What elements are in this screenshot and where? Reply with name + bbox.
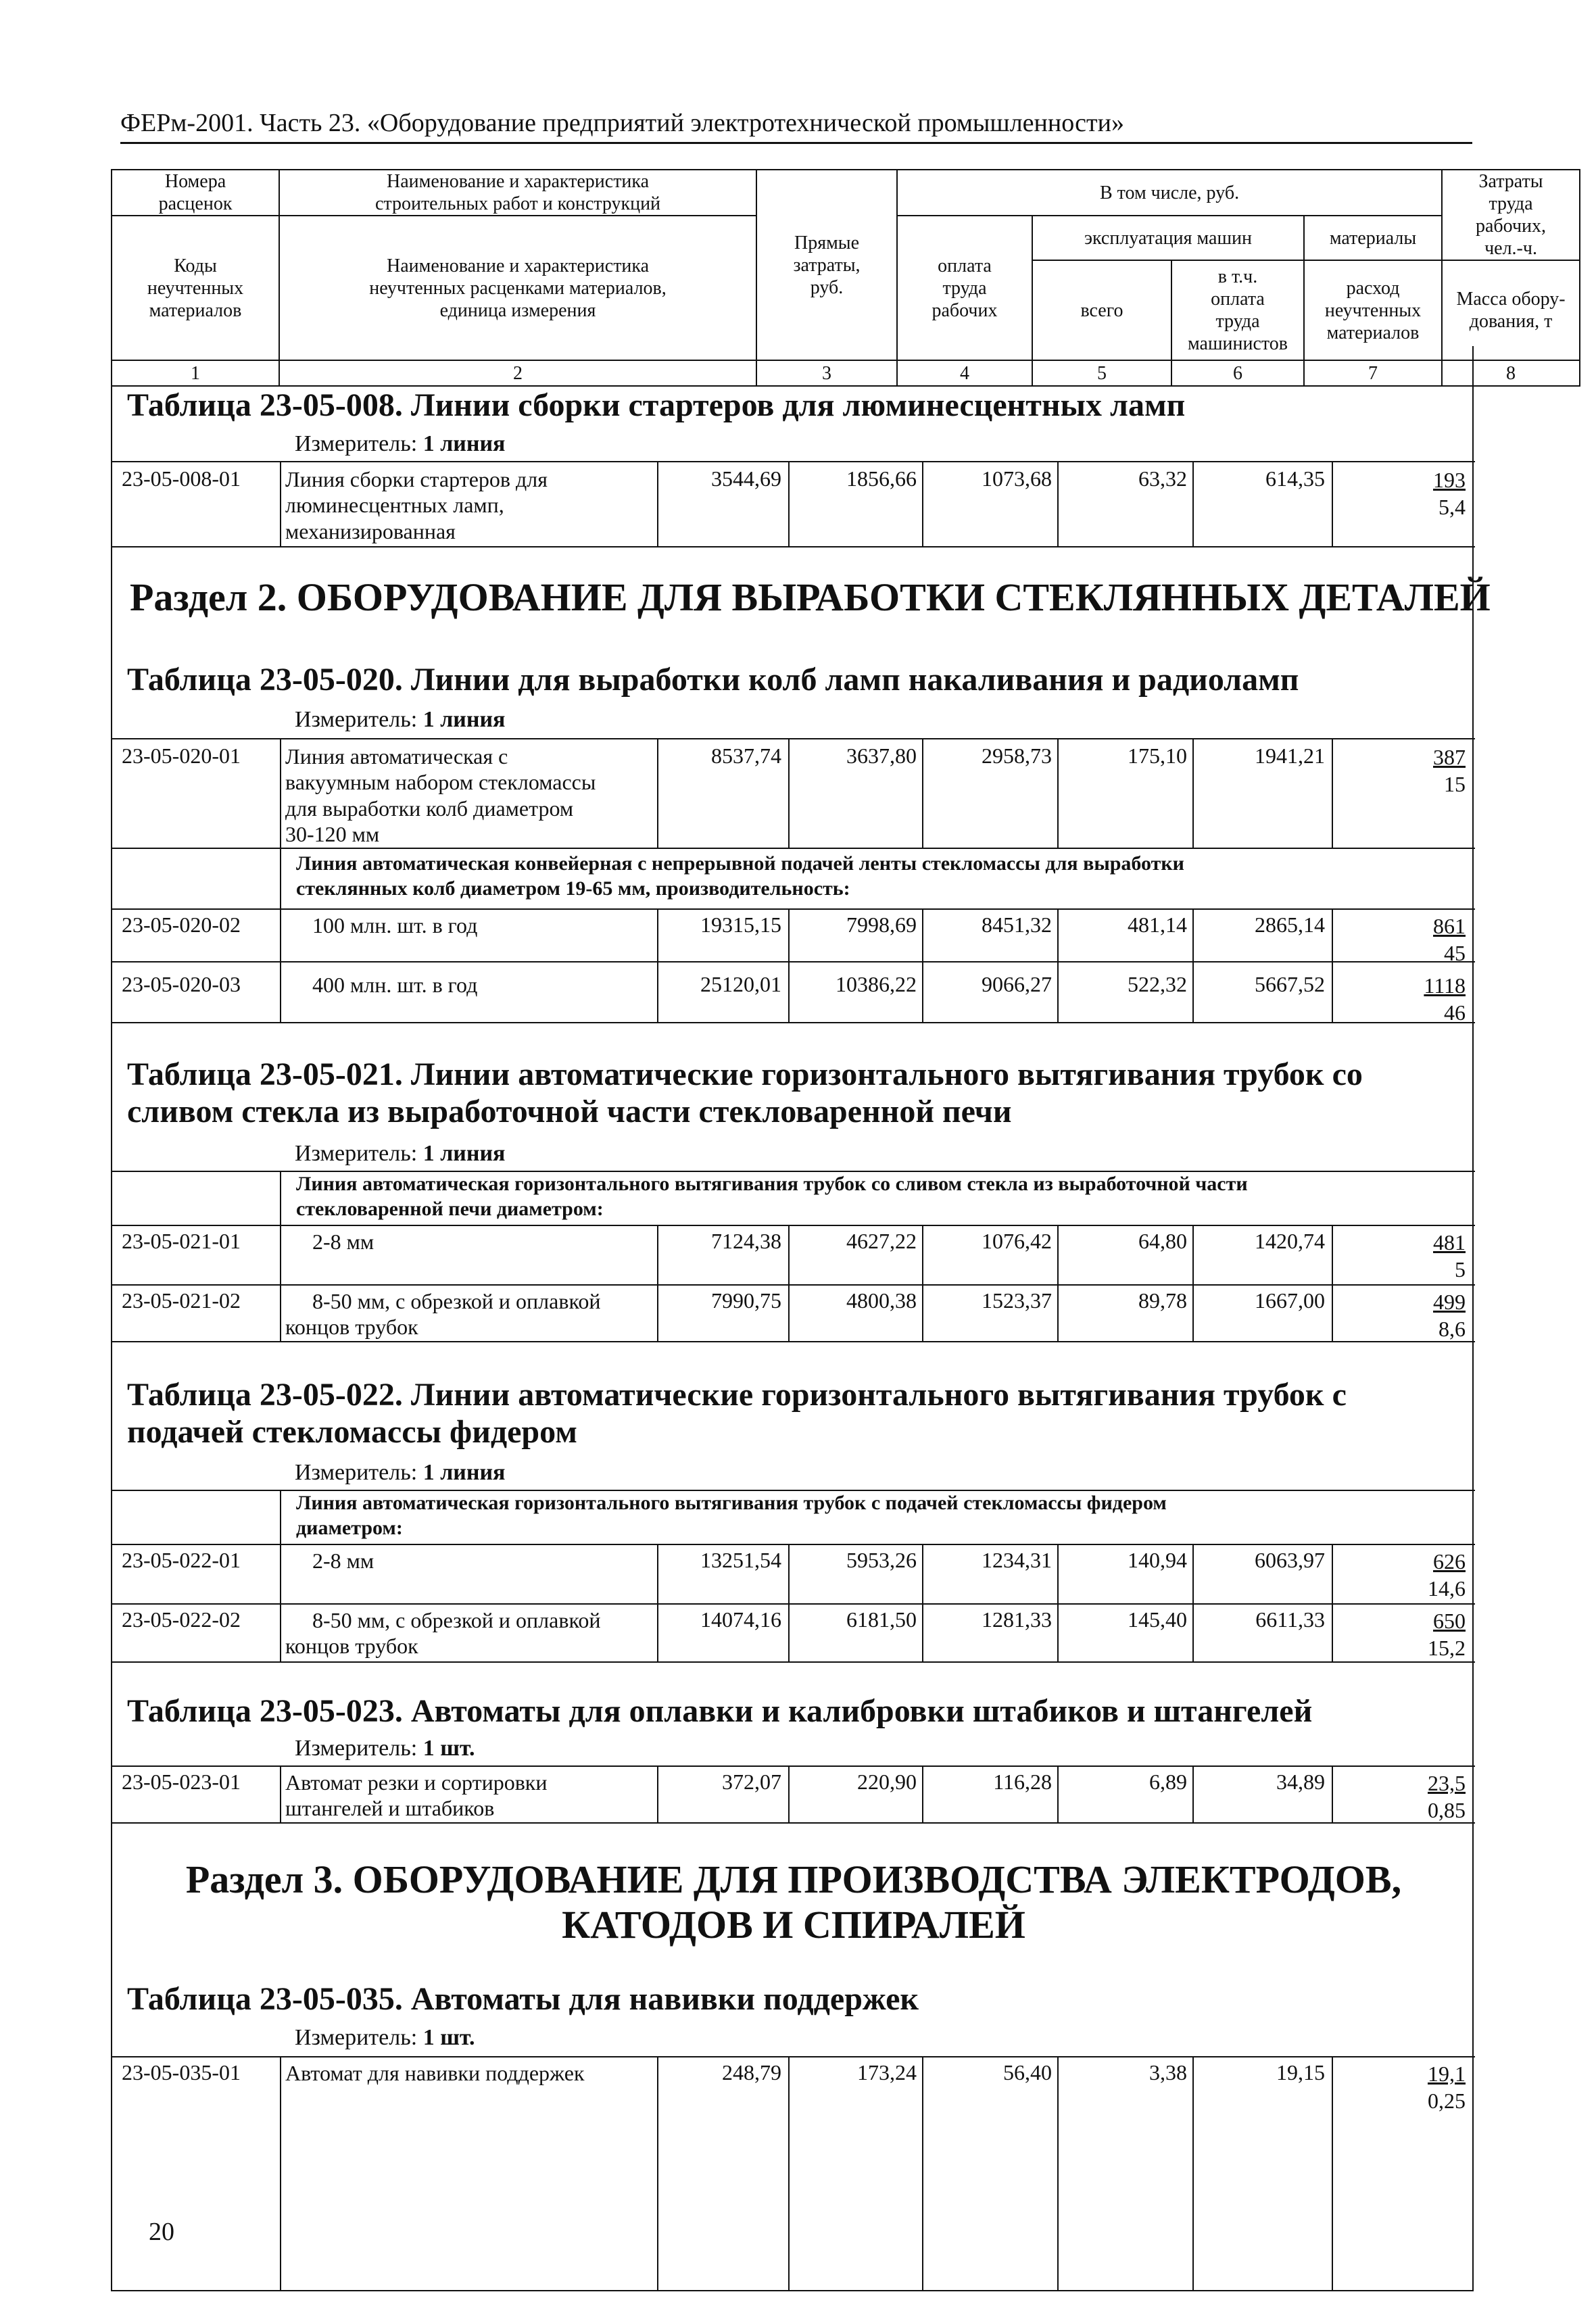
table-title: Таблица 23-05-023. Автоматы для оплавки и калибровки штабиков и штангелей [127, 1693, 1313, 1729]
col-number-5: 5 [1032, 360, 1171, 386]
meter-value: 1 шт. [422, 2025, 475, 2050]
row-direct: 14074,16 [700, 1607, 781, 1632]
row-machinists: 481,14 [1128, 912, 1187, 937]
table-meter [295, 1460, 505, 1486]
col-number-8: 8 [1442, 360, 1580, 386]
header-total: всего [1032, 260, 1171, 360]
row-labor-pay: 220,90 [857, 1770, 917, 1794]
header-labor-pay: оплата труда рабочих [897, 216, 1032, 360]
row-machines: 1076,42 [982, 1229, 1052, 1253]
row-direct: 7124,38 [711, 1229, 781, 1253]
row-labor-and-mass [1332, 1607, 1466, 1661]
row-materials: 614,35 [1265, 466, 1325, 491]
row-code: 23-05-020-02 [122, 912, 241, 937]
row-machines: 1523,37 [982, 1288, 1052, 1313]
row-labor-and-mass [1332, 466, 1466, 520]
row-machinists: 6,89 [1149, 1770, 1187, 1794]
section-title: Раздел 3. ОБОРУДОВАНИЕ ДЛЯ ПРОИЗВОДСТВА ЭЛЕКТРОДОВ, КАТОДОВ И СПИРАЛЕЙ [185, 1857, 1402, 1947]
column-header-table [111, 169, 1566, 384]
meter-value: 1 линия [422, 1141, 506, 1166]
row-machines: 9066,27 [982, 972, 1052, 996]
table-title: Таблица 23-05-035. Автоматы для навивки поддержек [127, 1981, 919, 2017]
row-machinists: 63,32 [1138, 466, 1187, 491]
meter-label: Измеритель: [295, 1460, 418, 1485]
meter-value: 1 шт. [422, 1736, 475, 1761]
row-code: 23-05-022-02 [122, 1607, 241, 1632]
row-code: 23-05-020-03 [122, 972, 241, 996]
running-header: ФЕРм-2001. Часть 23. «Оборудование предприятий электротехнической промышленности» [120, 109, 1124, 137]
row-mass: 14,6 [1428, 1576, 1466, 1601]
row-name: Автомат для навивки поддержек [285, 2061, 585, 2085]
table-row [112, 1605, 1475, 1661]
row-machines: 2958,73 [982, 744, 1052, 768]
row-labor-pay: 1856,66 [846, 466, 917, 491]
header-name-label2: Наименование и характеристика неучтенных расценками материалов, единица измерения [279, 216, 756, 360]
row-labor-and-mass [1332, 1548, 1466, 1602]
row-direct: 19315,15 [700, 912, 781, 937]
row-mass: 0,85 [1428, 1798, 1466, 1822]
meter-label: Измеритель: [295, 2025, 418, 2050]
table-row [112, 462, 1475, 546]
row-materials: 6063,97 [1255, 1548, 1325, 1572]
table-title: Таблица 23-05-020. Линии для выработки колб ламп накаливания и радиоламп [127, 662, 1299, 698]
table-row [112, 1226, 1475, 1284]
meter-label: Измеритель: [295, 1736, 418, 1761]
row-mass: 15 [1444, 772, 1466, 796]
row-name [285, 1288, 656, 1340]
header-labor-costs: Затраты труда рабочих, чел.-ч. [1442, 170, 1580, 260]
row-labor-hours: 626 [1433, 1549, 1466, 1574]
row-direct: 8537,74 [711, 744, 781, 768]
table-meter [295, 1141, 505, 1167]
meter-label: Измеритель: [295, 431, 418, 456]
table-meter [295, 431, 505, 457]
row-name: Автомат резки и сортировки штангелей и штабиков [285, 1770, 548, 1821]
row-labor-hours: 499 [1433, 1290, 1466, 1314]
row-labor-pay: 10386,22 [836, 972, 917, 996]
row-labor-and-mass [1332, 1229, 1466, 1283]
row-machines: 1073,68 [982, 466, 1052, 491]
row-materials: 5667,52 [1255, 972, 1325, 996]
row-labor-and-mass [1332, 1770, 1466, 1824]
row-code: 23-05-022-01 [122, 1548, 241, 1572]
col-number-6: 6 [1171, 360, 1304, 386]
row-labor-hours: 19,1 [1428, 2062, 1466, 2086]
row-labor-pay: 3637,80 [846, 744, 917, 768]
row-code: 23-05-008-01 [122, 466, 241, 491]
row-machines: 116,28 [993, 1770, 1052, 1794]
table-row [112, 962, 1475, 1025]
row-materials: 1941,21 [1255, 744, 1325, 768]
col-number-2: 2 [279, 360, 756, 386]
row-direct: 3544,69 [711, 466, 781, 491]
header-including: В том числе, руб. [897, 170, 1442, 216]
row-direct: 248,79 [722, 2060, 781, 2085]
header-materials-expense: расход неучтенных материалов [1304, 260, 1442, 360]
row-labor-pay: 173,24 [857, 2060, 917, 2085]
meter-label: Измеритель: [295, 1141, 418, 1166]
header-number-label: Номера расценок [112, 170, 279, 216]
meter-label: Измеритель: [295, 707, 418, 732]
row-labor-hours: 481 [1433, 1230, 1466, 1254]
row-name-text: 8-50 мм, с обрезкой и оплавкой концов трубок [285, 1608, 601, 1659]
header-incl-machinists: в т.ч. оплата труда машинистов [1171, 260, 1304, 360]
row-labor-and-mass [1332, 1288, 1466, 1342]
row-labor-pay: 4800,38 [846, 1288, 917, 1313]
row-name: Линия сборки стартеров для люминесцентных ламп, механизированная [285, 467, 548, 543]
row-name: 100 млн. шт. в год [312, 913, 478, 937]
row-rule [112, 546, 1475, 547]
meter-value: 1 линия [422, 707, 506, 732]
row-machines: 1234,31 [982, 1548, 1052, 1572]
row-labor-pay: 6181,50 [846, 1607, 917, 1632]
col-number-1: 1 [112, 360, 279, 386]
row-materials: 6611,33 [1255, 1607, 1325, 1632]
table-meter [295, 707, 505, 733]
table-row [112, 1545, 1475, 1603]
row-materials: 2865,14 [1255, 912, 1325, 937]
header-direct-costs: Прямые затраты, руб. [756, 170, 897, 360]
row-code: 23-05-035-01 [122, 2060, 241, 2085]
group-note: Линия автоматическая горизонтального вытягивания трубок со сливом стекла из выработочной части стекловаренной печи диаметром: [296, 1173, 1248, 1220]
header-machine-ops: эксплуатация машин [1032, 216, 1304, 260]
row-labor-hours: 387 [1433, 745, 1466, 769]
row-labor-hours: 23,5 [1428, 1771, 1466, 1795]
row-direct: 7990,75 [711, 1288, 781, 1313]
table-meter [295, 2025, 475, 2051]
row-materials: 1420,74 [1255, 1229, 1325, 1253]
row-labor-and-mass [1332, 912, 1466, 967]
row-name [285, 1607, 656, 1659]
row-direct: 13251,54 [700, 1548, 781, 1572]
table-row [112, 2057, 1475, 2118]
price-tables-body [111, 346, 1491, 2291]
row-mass: 0,25 [1428, 2089, 1466, 2113]
row-machinists: 140,94 [1128, 1548, 1187, 1572]
row-name-text: 8-50 мм, с обрезкой и оплавкой концов трубок [285, 1289, 601, 1340]
table-row [112, 1767, 1475, 1822]
row-machines: 8451,32 [982, 912, 1052, 937]
table-title: Таблица 23-05-021. Линии автоматические горизонтального вытягивания трубок со сливом стекла из выработочной части стекловаренной печи [127, 1056, 1363, 1130]
row-mass: 5,4 [1438, 495, 1466, 519]
header-code-label: Коды неучтенных материалов [112, 216, 279, 360]
col-number-4: 4 [897, 360, 1032, 386]
group-note: Линия автоматическая конвейерная с непрерывной подачей ленты стекломассы для выработки стеклянных колб диаметром 19-65 мм, производительность: [296, 852, 1184, 900]
row-mass: 5 [1455, 1257, 1466, 1282]
row-labor-hours: 193 [1433, 468, 1466, 492]
row-code: 23-05-021-01 [122, 1229, 241, 1253]
row-name: 2-8 мм [312, 1549, 374, 1573]
row-materials: 1667,00 [1255, 1288, 1325, 1313]
row-labor-and-mass [1332, 744, 1466, 798]
row-machinists: 89,78 [1138, 1288, 1187, 1313]
row-name: Линия автоматическая с вакуумным набором стекломассы для выработки колб диаметром 30-120 мм [285, 744, 596, 847]
row-labor-hours: 861 [1433, 914, 1466, 938]
table-meter [295, 1736, 475, 1761]
row-materials: 19,15 [1276, 2060, 1325, 2085]
row-name: 400 млн. шт. в год [312, 973, 478, 997]
row-direct: 372,07 [722, 1770, 781, 1794]
row-mass: 8,6 [1438, 1317, 1466, 1341]
row-name: 2-8 мм [312, 1229, 374, 1254]
row-mass: 46 [1444, 1000, 1466, 1025]
row-code: 23-05-023-01 [122, 1770, 241, 1794]
table-row [112, 1286, 1475, 1341]
row-labor-and-mass [1332, 972, 1466, 1026]
row-machines: 1281,33 [982, 1607, 1052, 1632]
row-machinists: 3,38 [1149, 2060, 1187, 2085]
col-number-7: 7 [1304, 360, 1442, 386]
table-row [112, 910, 1475, 965]
row-code: 23-05-020-01 [122, 744, 241, 768]
row-labor-hours: 1118 [1424, 973, 1466, 998]
meter-value: 1 линия [422, 1460, 506, 1485]
table-row [112, 739, 1475, 848]
row-mass: 45 [1444, 941, 1466, 965]
group-note: Линия автоматическая горизонтального вытягивания трубок с подачей стекломассы фидером диаметром: [296, 1492, 1167, 1539]
row-mass: 15,2 [1428, 1636, 1466, 1660]
row-materials: 34,89 [1276, 1770, 1325, 1794]
row-labor-pay: 5953,26 [846, 1548, 917, 1572]
header-name-label: Наименование и характеристика строительных работ и конструкций [279, 170, 756, 216]
page-number: 20 [149, 2218, 174, 2246]
table-title: Таблица 23-05-022. Линии автоматические горизонтального вытягивания трубок с подачей стекломассы фидером [127, 1377, 1347, 1451]
header-materials: материалы [1304, 216, 1442, 260]
meter-value: 1 линия [422, 431, 506, 456]
row-code: 23-05-021-02 [122, 1288, 241, 1313]
running-header-rule [120, 142, 1472, 144]
row-labor-hours: 650 [1433, 1609, 1466, 1633]
row-labor-and-mass [1332, 2060, 1466, 2114]
row-direct: 25120,01 [700, 972, 781, 996]
table-title: Таблица 23-05-008. Линии сборки стартеров для люминесцентных ламп [127, 387, 1186, 423]
header-equipment-mass: Масса обору- дования, т [1442, 260, 1580, 360]
col-number-3: 3 [756, 360, 897, 386]
row-machinists: 64,80 [1138, 1229, 1187, 1253]
section-title: Раздел 2. ОБОРУДОВАНИЕ ДЛЯ ВЫРАБОТКИ СТЕКЛЯННЫХ ДЕТАЛЕЙ [130, 575, 1491, 619]
row-labor-pay: 7998,69 [846, 912, 917, 937]
row-labor-pay: 4627,22 [846, 1229, 917, 1253]
row-machines: 56,40 [1003, 2060, 1052, 2085]
row-machinists: 522,32 [1128, 972, 1187, 996]
row-machinists: 175,10 [1128, 744, 1187, 768]
row-machinists: 145,40 [1128, 1607, 1187, 1632]
